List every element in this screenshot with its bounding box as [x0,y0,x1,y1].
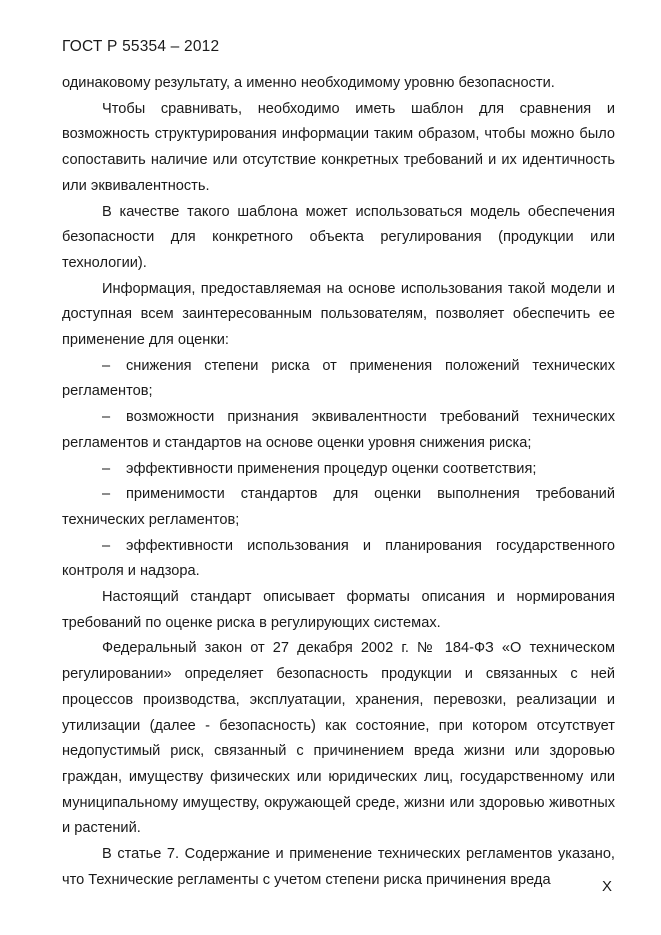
paragraph-1: одинаковому результату, а именно необходимому уровню безопасности. [62,75,555,91]
list-item-text: эффективности применения процедур оценки соответствия; [126,460,537,477]
dash-marker: – [102,537,111,554]
list-item-text: эффективности использования и планирования государственного контроля и надзора. [62,537,615,580]
dash-marker: – [102,409,111,426]
list-item [62,405,615,456]
paragraph-3: В качестве такого шаблона может использоваться модель обеспечения безопасности для конкретного объекта регулирования (продукции или технологии). [62,203,615,271]
paragraph-4: Информация, предоставляемая на основе использования такой модели и доступная всем заинтересованным пользователям, позволяет обеспечить ее применение для оценки: [62,280,615,349]
list-item-text: применимости стандартов для оценки выполнения требований технических регламентов; [62,486,615,528]
dash-marker: – [102,460,111,477]
dash-marker: – [102,486,111,503]
list-item [62,457,615,483]
paragraph-standard-scope: Настоящий стандарт описывает форматы описания и нормирования требований по оценке риска в регулирующих системах. [62,589,615,631]
paragraph-article-7: В статье 7. Содержание и применение технических регламентов указано, что Технические регламенты с учетом степени риска причинения вреда [62,846,615,888]
page-number: X [601,878,612,895]
list-item [62,354,615,405]
paragraph-2: Чтобы сравнивать, необходимо иметь шаблон для сравнения и возможность структурирования информации таким образом, чтобы можно было сопоставить наличие или отсутствие конкретных требований и их идентичность или эквивалентность. [62,100,615,194]
list-item [62,482,615,533]
document-header: ГОСТ Р 55354 – 2012 [62,38,220,55]
dash-marker: – [102,357,111,374]
paragraph-federal-law: Федеральный закон от 27 декабря 2002 г. № 184-ФЗ «О техническом регулировании» определяет безопасность продукции и связанных с ней процессов производства, эксплуатации, хранения, перевозки, реализации и утилизации (далее - безопасность) как состояние, при котором отсутствует недопустимый риск, связанный с причинением вреда жизни или здоровью граждан, имуществу физических или юридических лиц, государственному или муниципальному имуществу, окружающей среде, жизни или здоровью животных и растений. [62,640,615,837]
list-item [62,534,615,585]
document-body [62,71,615,894]
list-item-text: возможности признания эквивалентности требований технических регламентов и стандартов на основе оценки уровня снижения риска; [62,409,615,451]
list-item-text: снижения степени риска от применения положений технических регламентов; [62,357,615,400]
